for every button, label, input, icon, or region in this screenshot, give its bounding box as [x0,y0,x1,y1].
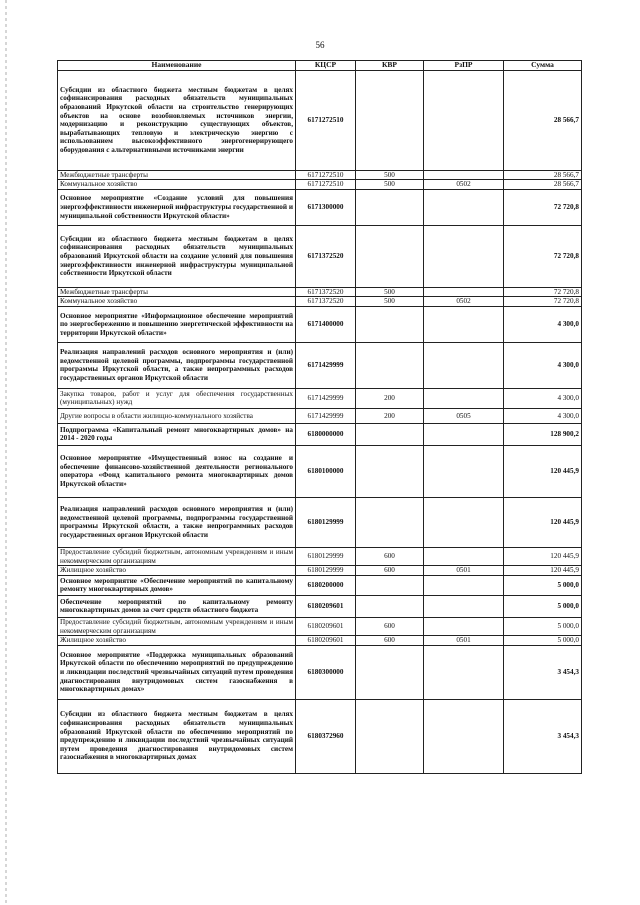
row-kcsr-cell: 6180129999 [296,547,356,565]
row-name-cell: Подпрограмма «Капитальный ремонт многоквартирных домов» на 2014 - 2020 годы [58,423,296,445]
row-kcsr-cell: 6180129999 [296,497,356,547]
row-rzpr-cell [424,423,504,445]
row-kvr-cell [356,497,424,547]
row-rzpr-cell [424,595,504,617]
row-rzpr-cell [424,342,504,388]
row-kcsr-cell: 6180209601 [296,636,356,646]
row-rzpr-cell: 0501 [424,566,504,576]
row-kvr-cell: 200 [356,408,424,423]
row-kvr-cell: 500 [356,180,424,190]
header-kvr: КВР [356,61,424,71]
table-row [58,497,582,547]
row-rzpr-cell: 0505 [424,408,504,423]
row-sum-cell: 128 900,2 [504,423,582,445]
budget-table [57,60,582,774]
row-kvr-cell: 500 [356,287,424,297]
row-kvr-cell [356,306,424,342]
header-kcsr: КЦСР [296,61,356,71]
row-rzpr-cell [424,388,504,408]
row-rzpr-cell [424,645,504,699]
row-sum-cell: 5 000,0 [504,636,582,646]
row-kcsr-cell: 6171272510 [296,180,356,190]
row-kvr-cell [356,445,424,497]
row-rzpr-cell [424,699,504,773]
table-row [58,170,582,180]
row-rzpr-cell: 0502 [424,297,504,307]
row-kvr-cell: 500 [356,170,424,180]
row-kcsr-cell: 6171372520 [296,297,356,307]
row-name-cell: Реализация направлений расходов основного мероприятия и (или) ведомственной целевой программы, подпрограммы государственной программы Иркутской области, а также непрограммных расходов государственных органов Иркутской области [58,342,296,388]
table-row [58,342,582,388]
row-rzpr-cell [424,575,504,595]
table-row [58,297,582,307]
table-row [58,306,582,342]
header-name: Наименование [58,61,296,71]
row-kvr-cell: 600 [356,636,424,646]
scan-edge [5,0,7,905]
row-name-cell: Основное мероприятие «Создание условий для повышения энергоэффективности инженерной инфраструктуры государственной и муниципальной собственности Иркутской области» [58,189,296,225]
row-kcsr-cell: 6171272510 [296,70,356,170]
row-kcsr-cell: 6171372520 [296,225,356,287]
table-body [58,70,582,773]
row-rzpr-cell [424,287,504,297]
row-rzpr-cell [424,306,504,342]
row-sum-cell: 120 445,9 [504,547,582,565]
row-sum-cell: 120 445,9 [504,566,582,576]
row-kvr-cell: 600 [356,566,424,576]
row-kcsr-cell: 6180200000 [296,575,356,595]
row-kvr-cell: 600 [356,547,424,565]
table-row [58,445,582,497]
row-name-cell: Основное мероприятие «Информационное обеспечение мероприятий по энергосбережению и повышению энергетической эффективности на территории Иркутской области» [58,306,296,342]
table-row [58,388,582,408]
table-row [58,575,582,595]
row-kvr-cell [356,575,424,595]
row-sum-cell: 72 720,8 [504,225,582,287]
row-sum-cell: 72 720,8 [504,287,582,297]
row-name-cell: Межбюджетные трансферты [58,170,296,180]
row-sum-cell: 4 300,0 [504,306,582,342]
row-name-cell: Основное мероприятие «Поддержка муниципальных образований Иркутской области по обеспечению мероприятий по предупреждению и ликвидации последствий чрезвычайных ситуаций путем проведения диагностирования внутридомовых систем газоснабжения в многоквартирных домах» [58,645,296,699]
row-kcsr-cell: 6180372960 [296,699,356,773]
page-number: 56 [315,40,325,50]
row-rzpr-cell [424,70,504,170]
table-row [58,423,582,445]
table-row [58,180,582,190]
row-kvr-cell [356,595,424,617]
row-sum-cell: 28 566,7 [504,180,582,190]
row-kcsr-cell: 6180100000 [296,445,356,497]
row-sum-cell: 3 454,3 [504,645,582,699]
row-rzpr-cell: 0501 [424,636,504,646]
table-row [58,699,582,773]
row-kvr-cell: 600 [356,617,424,635]
row-name-cell: Предоставление субсидий бюджетным, автономным учреждениям и иным некоммерческим организациям [58,547,296,565]
row-kcsr-cell: 6180000000 [296,423,356,445]
row-kvr-cell: 500 [356,297,424,307]
table-row [58,225,582,287]
row-kvr-cell [356,342,424,388]
row-sum-cell: 28 566,7 [504,70,582,170]
table-row [58,617,582,635]
row-name-cell: Закупка товаров, работ и услуг для обеспечения государственных (муниципальных) нужд [58,388,296,408]
table-row [58,547,582,565]
table-row [58,566,582,576]
row-name-cell: Реализация направлений расходов основного мероприятия и (или) ведомственной целевой программы, подпрограммы государственной программы Иркутской области, а также непрограммных расходов государственных органов Иркутской области [58,497,296,547]
row-name-cell: Коммунальное хозяйство [58,297,296,307]
row-sum-cell: 120 445,9 [504,497,582,547]
row-rzpr-cell [424,445,504,497]
table-header-row [58,61,582,71]
row-kcsr-cell: 6171272510 [296,170,356,180]
row-sum-cell: 72 720,8 [504,297,582,307]
row-kvr-cell [356,225,424,287]
row-kcsr-cell: 6180129999 [296,566,356,576]
row-rzpr-cell [424,225,504,287]
row-kcsr-cell: 6180209601 [296,617,356,635]
table-row [58,645,582,699]
row-kvr-cell [356,70,424,170]
table-row [58,595,582,617]
row-sum-cell: 28 566,7 [504,170,582,180]
row-kcsr-cell: 6171429999 [296,388,356,408]
row-sum-cell: 5 000,0 [504,575,582,595]
row-name-cell: Жилищное хозяйство [58,566,296,576]
row-sum-cell: 120 445,9 [504,445,582,497]
row-name-cell: Предоставление субсидий бюджетным, автономным учреждениям и иным некоммерческим организациям [58,617,296,635]
row-rzpr-cell [424,617,504,635]
row-name-cell: Жилищное хозяйство [58,636,296,646]
row-sum-cell: 4 300,0 [504,408,582,423]
row-name-cell: Субсидии из областного бюджета местным бюджетам в целях софинансирования расходных обязательств муниципальных образований Иркутской области на создание условий для повышения энергоэффективности инженерной инфраструктуры муниципальной собственности Иркутской области [58,225,296,287]
row-name-cell: Другие вопросы в области жилищно-коммунального хозяйства [58,408,296,423]
row-rzpr-cell [424,189,504,225]
row-rzpr-cell: 0502 [424,180,504,190]
row-rzpr-cell [424,547,504,565]
row-name-cell: Основное мероприятие «Имущественный взнос на создание и обеспечение финансово-хозяйственной деятельности регионального оператора «Фонд капитального ремонта многоквартирных домов Иркутской области» [58,445,296,497]
row-kvr-cell [356,423,424,445]
row-sum-cell: 5 000,0 [504,617,582,635]
row-kcsr-cell: 6180209601 [296,595,356,617]
row-kcsr-cell: 6171372520 [296,287,356,297]
row-kvr-cell [356,645,424,699]
row-kcsr-cell: 6171429999 [296,408,356,423]
row-kvr-cell [356,699,424,773]
table-row [58,287,582,297]
row-kcsr-cell: 6171300000 [296,189,356,225]
row-sum-cell: 4 300,0 [504,342,582,388]
table-row [58,408,582,423]
table-row [58,636,582,646]
row-kvr-cell: 200 [356,388,424,408]
row-name-cell: Межбюджетные трансферты [58,287,296,297]
row-rzpr-cell [424,497,504,547]
header-rzpr: РзПР [424,61,504,71]
row-name-cell: Коммунальное хозяйство [58,180,296,190]
row-name-cell: Основное мероприятие «Обеспечение мероприятий по капитальному ремонту многоквартирных домов» [58,575,296,595]
row-kcsr-cell: 6171400000 [296,306,356,342]
row-rzpr-cell [424,170,504,180]
row-sum-cell: 72 720,8 [504,189,582,225]
row-kcsr-cell: 6171429999 [296,342,356,388]
header-sum: Сумма [504,61,582,71]
row-sum-cell: 5 000,0 [504,595,582,617]
row-sum-cell: 3 454,3 [504,699,582,773]
row-name-cell: Субсидии из областного бюджета местным бюджетам в целях софинансирования расходных обязательств муниципальных образований Иркутской области на строительство генерирующих объектов на основе возобновляемых источников энергии, модернизацию и реконструкцию существующих объектов, вырабатывающих тепловую и электрическую энергию с использованием высокоэффективного энергогенерирующего оборудования с альтернативными источниками энергии [58,70,296,170]
row-kcsr-cell: 6180300000 [296,645,356,699]
table-row [58,70,582,170]
row-sum-cell: 4 300,0 [504,388,582,408]
row-kvr-cell [356,189,424,225]
row-name-cell: Обеспечение мероприятий по капитальному ремонту многоквартирных домов за счет средств областного бюджета [58,595,296,617]
row-name-cell: Субсидии из областного бюджета местным бюджетам в целях софинансирования расходных обязательств муниципальных образований Иркутской области по обеспечению мероприятий по предупреждению и ликвидации последствий чрезвычайных ситуаций путем проведения диагностирования внутридомовых систем газоснабжения в многоквартирных домах [58,699,296,773]
table-row [58,189,582,225]
